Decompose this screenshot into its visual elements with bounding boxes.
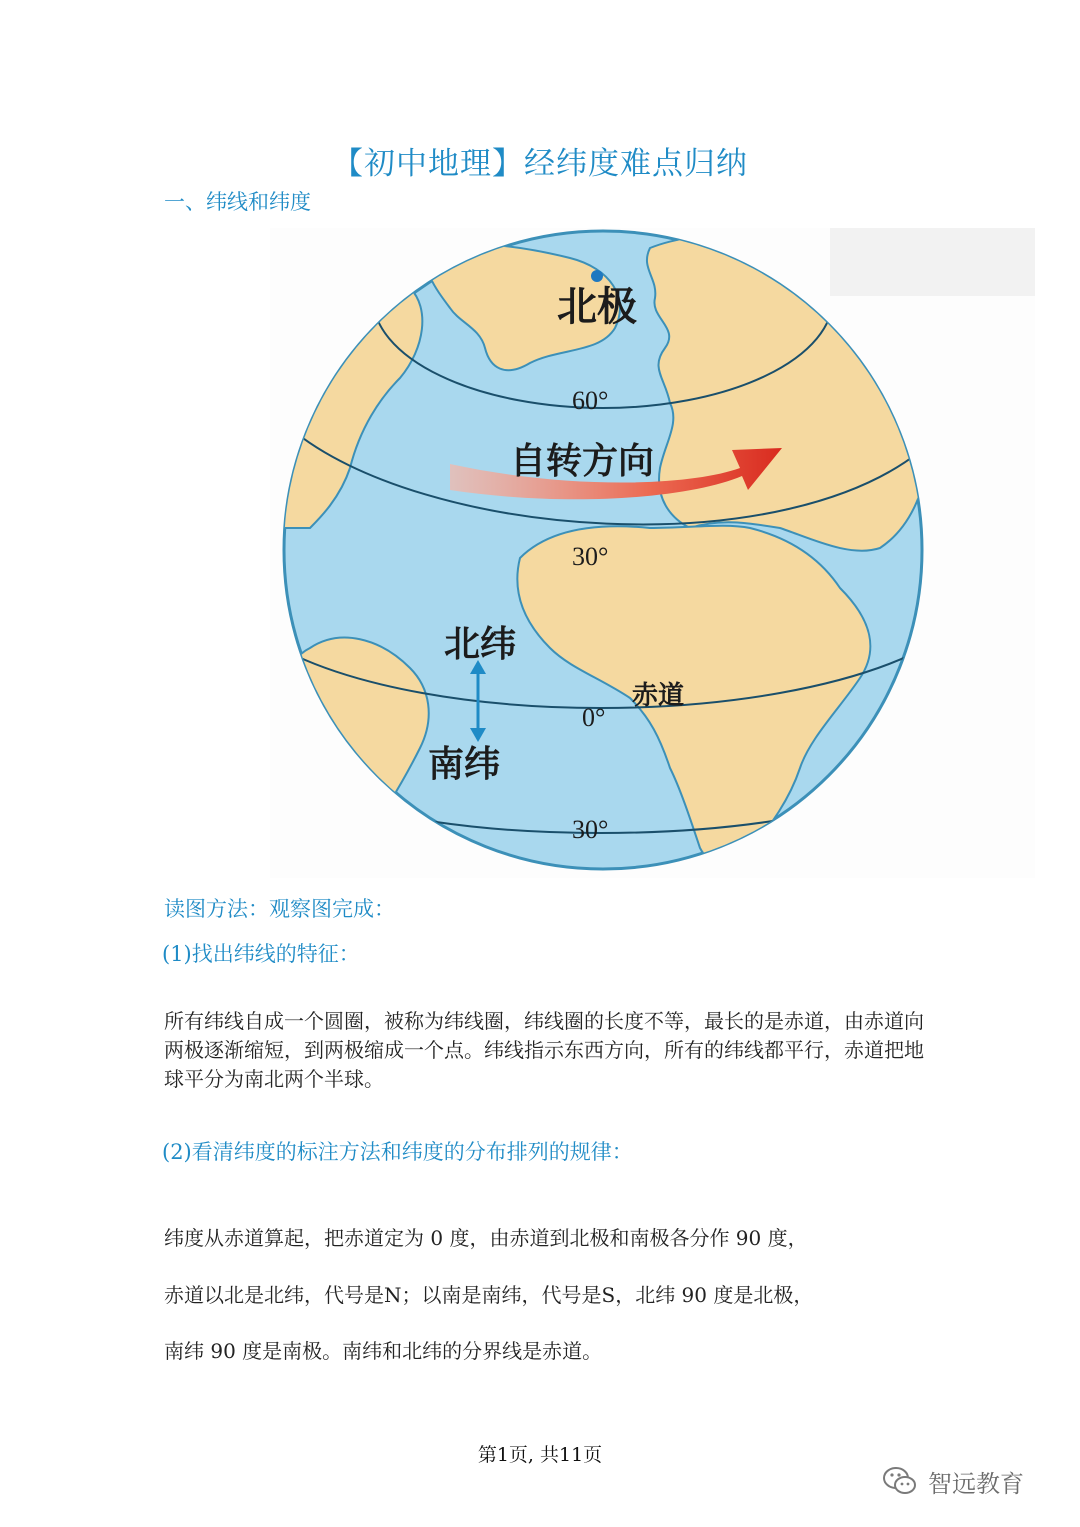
globe-diagram — [270, 228, 1035, 878]
label-lat-30n: 30° — [572, 542, 609, 571]
question-2: (2)看清纬度的标注方法和纬度的分布排列的规律： — [162, 1140, 633, 1164]
page-title: 【初中地理】经纬度难点归纳 — [332, 146, 748, 182]
page-number: 第1页, 共11页 — [477, 1444, 603, 1466]
label-lat-60: 60° — [572, 386, 609, 415]
paragraph-2-line-1: 纬度从赤道算起，把赤道定为 0 度，由赤道到北极和南极各分作 90 度， — [164, 1226, 808, 1250]
paragraph-2-line-3: 南纬 90 度是南极。南纬和北纬的分界线是赤道。 — [164, 1339, 603, 1363]
label-rotation: 自转方向 — [510, 440, 655, 481]
paragraph-1: 所有纬线自成一个圆圈，被称为纬线圈，纬线圈的长度不等，最长的是赤道，由赤道向两极逐渐缩短，到两极缩成一个点。纬线指示东西方向，所有的纬线都平行，赤道把地球平分为南北两个半球。 — [164, 1009, 924, 1091]
label-north-pole: 北极 — [557, 285, 637, 329]
label-lat-30s: 30° — [572, 815, 609, 844]
paragraph-2-line-2: 赤道以北是北纬，代号是N；以南是南纬，代号是S，北纬 90 度是北极， — [164, 1283, 814, 1307]
question-1: (1)找出纬线的特征： — [162, 942, 360, 966]
watermark — [880, 1461, 1024, 1501]
label-south-latitude: 南纬 — [428, 743, 501, 784]
read-method-heading: 读图方法：观察图完成： — [164, 897, 395, 921]
label-north-latitude: 北纬 — [444, 623, 517, 664]
north-pole-dot — [591, 270, 603, 282]
watermark-text: 智远教育 — [928, 1469, 1024, 1498]
wechat-icon — [880, 1461, 920, 1501]
section-heading: 一、纬线和纬度 — [164, 190, 311, 214]
label-lat-0: 0° — [582, 703, 606, 732]
label-equator: 赤道 — [632, 680, 685, 710]
globe-figure — [270, 228, 1035, 878]
